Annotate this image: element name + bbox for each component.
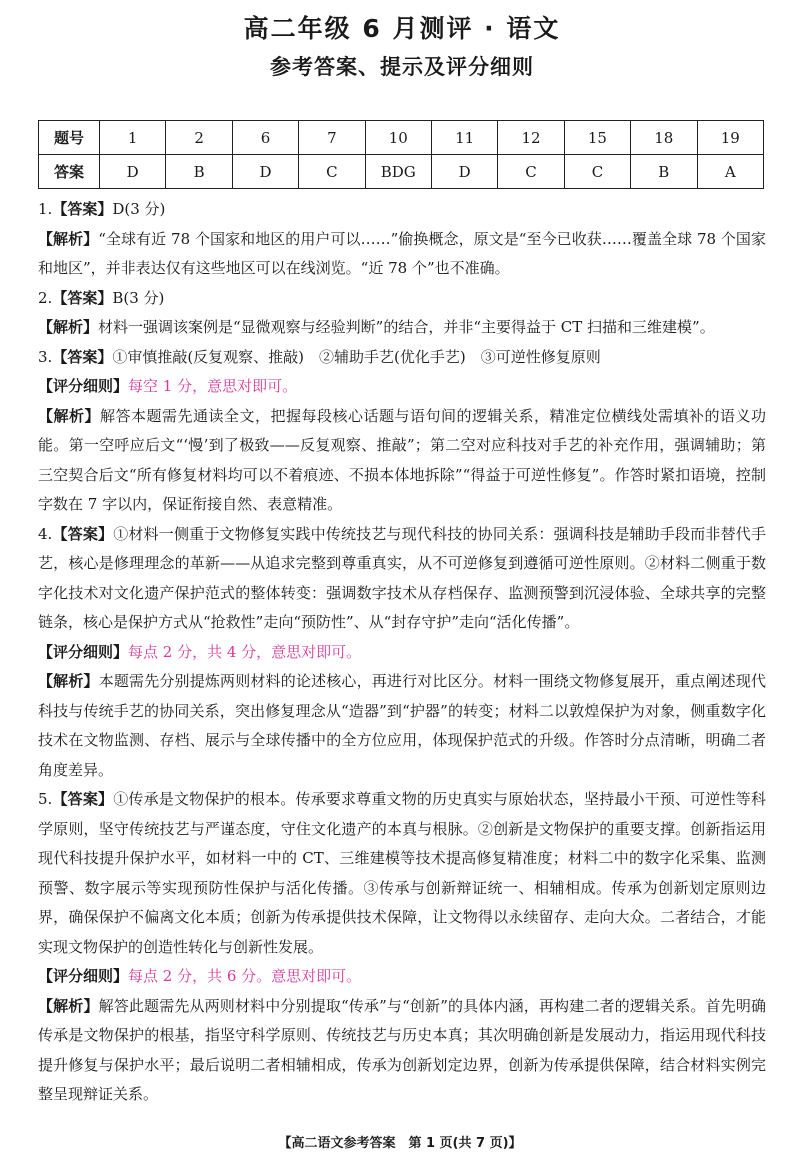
analysis-text: 本题需先分别提炼两则材料的论述核心，再进行对比区分。材料一围绕文物修复展开，重点阐述现代科技与传统手艺的协同关系，突出修复理念从“造器”到“护器”的转变；材料二以敦煌保护为对象，侧重数字化技术在文物监测、存档、展示与全球传播中的全方位应用，体现保护范式的升级。作答时分点清晰，明确二者角度差异。 xyxy=(38,672,766,779)
question-number-cell: 10 xyxy=(365,121,431,155)
question-number-cell: 1 xyxy=(100,121,166,155)
answer-cell: D xyxy=(431,155,497,189)
answer-tag: 【答案】 xyxy=(52,288,113,307)
scoring-tag: 【评分细则】 xyxy=(38,967,129,985)
scoring-text: 每点 2 分，共 4 分，意思对即可。 xyxy=(128,642,362,661)
answer-cell: D xyxy=(232,155,298,189)
scoring-text: 每点 2 分，共 6 分。意思对即可。 xyxy=(128,967,362,985)
question-number-cell: 18 xyxy=(631,121,697,155)
analysis-text: “全球有近 78 个国家和地区的用户可以……”偷换概念，原文是“至今已收获……覆盖全球 78 个国家和地区”，并非表达仅有这些地区可以在线浏览。“近 78 个”也不准确。 xyxy=(38,229,766,277)
answer-text: D(3 分) xyxy=(112,200,166,218)
question-number: 1. xyxy=(38,200,53,218)
answer-tag: 【答案】 xyxy=(52,524,114,543)
answer-cell: B xyxy=(631,155,697,189)
question-number-cell: 12 xyxy=(498,121,564,155)
page-subtitle: 参考答案、提示及评分细则 xyxy=(270,55,534,79)
analysis-tag: 【解析】 xyxy=(38,996,99,1015)
question-number-cell: 15 xyxy=(564,121,630,155)
answer-text: ①材料一侧重于文物修复实践中传统技艺与现代科技的协同关系：强调科技是辅助手段而非替代手艺，核心是修理理念的革新——从追求完整到尊重真实，从不可逆修复到遵循可逆性原则。②材料二侧重于数字化技术对文化遗产保护范式的整体转变：强调数字技术从存档保存、监测预警到沉浸体验、全球共享的完整链条，核心是保护方式从“抢救性”走向“预防性”、从“封存守护”走向“活化传播”。 xyxy=(38,524,766,631)
answer-cell: B xyxy=(166,155,232,189)
q2-analysis xyxy=(38,313,766,343)
scoring-text: 每空 1 分，意思对即可。 xyxy=(128,377,298,395)
analysis-text: 材料一强调该案例是“显微观察与经验判断”的结合，并非“主要得益于 CT 扫描和三维建模”。 xyxy=(98,318,715,336)
answer-cell: D xyxy=(100,155,166,189)
q1-answer xyxy=(38,195,766,225)
answer-tag: 【答案】 xyxy=(52,347,113,366)
q5-analysis xyxy=(38,992,766,1110)
question-number-cell: 2 xyxy=(166,121,232,155)
analysis-tag: 【解析】 xyxy=(38,229,99,248)
answer-cell: C xyxy=(498,155,564,189)
q3-analysis xyxy=(38,402,766,520)
answer-table-row-numbers xyxy=(39,121,764,155)
answer-cell: C xyxy=(564,155,630,189)
answer-tag: 【答案】 xyxy=(52,200,113,218)
answer-text: B(3 分) xyxy=(112,288,165,307)
answer-content xyxy=(38,195,766,1110)
analysis-text: 解答本题需先通读全文，把握每段核心话题与语句间的逻辑关系，精准定位横线处需填补的语义功能。第一空呼应后文“‘慢’到了极致——反复观察、推敲”；第二空对应科技对手艺的补充作用，强调辅助；第三空契合后文“所有修复材料均可以不着痕迹、不损本体地拆除”“得益于可逆性修复”。作答时紧扣语境，控制字数在 7 字以内，保证衔接自然、表意精准。 xyxy=(38,406,766,513)
q4-scoring xyxy=(38,638,766,668)
q5-answer xyxy=(38,785,766,962)
q3-scoring xyxy=(38,372,766,402)
analysis-text: 解答此题需先从两则材料中分别提取“传承”与“创新”的具体内涵，再构建二者的逻辑关系。首先明确传承是文物保护的根基，指坚守科学原则、传统技艺与历史本真；其次明确创新是发展动力，指运用现代科技提升修复与保护水平；最后说明二者相辅相成，传承为创新划定边界，创新为传承提供保障，结合材料实例完整呈现辩证关系。 xyxy=(38,996,766,1103)
analysis-tag: 【解析】 xyxy=(38,406,100,425)
analysis-tag: 【解析】 xyxy=(38,318,99,336)
q4-analysis xyxy=(38,667,766,785)
question-number: 3. xyxy=(38,347,53,366)
q1-analysis xyxy=(38,225,766,284)
question-number: 2. xyxy=(38,288,53,307)
q2-answer xyxy=(38,284,766,314)
answer-cell: BDG xyxy=(365,155,431,189)
row-label-answers: 答案 xyxy=(39,155,100,189)
question-number-cell: 19 xyxy=(697,121,763,155)
scoring-tag: 【评分细则】 xyxy=(38,377,129,395)
question-number: 4. xyxy=(38,524,53,543)
question-number-cell: 6 xyxy=(232,121,298,155)
analysis-tag: 【解析】 xyxy=(38,672,99,690)
answer-text: ①审慎推敲(反复观察、推敲) ②辅助手艺(优化手艺) ③可逆性修复原则 xyxy=(112,347,601,366)
q4-answer xyxy=(38,520,766,638)
page-footer: 【高二语文参考答案 第 1 页(共 7 页)】 xyxy=(278,1136,522,1151)
question-number-cell: 7 xyxy=(299,121,365,155)
answer-cell: C xyxy=(299,155,365,189)
answer-text: ①传承是文物保护的根本。传承要求尊重文物的历史真实与原始状态，坚持最小干预、可逆性等科学原则，坚守传统技艺与严谨态度，守住文化遗产的本真与根脉。②创新是文物保护的重要支撑。创新指运用现代科技提升保护水平，如材料一中的 CT、三维建模等技术提高修复精准度；材料二中的数字化采集、监测预警、数字展示等实现预防性保护与活化传播。③传承与创新辩证统一、相辅相成。传承为创新划定原则边界，确保保护不偏离文化本质；创新为传承提供技术保障，让文物得以永续留存、走向大众。二者结合，才能实现文物保护的创造性转化与创新性发展。 xyxy=(38,790,766,956)
answer-cell: A xyxy=(697,155,763,189)
answer-tag: 【答案】 xyxy=(52,790,114,808)
page-title: 高二年级 6 月测评 · 语文 xyxy=(243,14,561,43)
question-number-cell: 11 xyxy=(431,121,497,155)
row-label-numbers: 题号 xyxy=(39,121,100,155)
answer-table xyxy=(38,120,764,189)
answer-table-row-answers xyxy=(39,155,764,189)
question-number: 5. xyxy=(38,790,53,808)
q3-answer xyxy=(38,343,766,373)
q5-scoring xyxy=(38,962,766,992)
scoring-tag: 【评分细则】 xyxy=(38,642,129,661)
